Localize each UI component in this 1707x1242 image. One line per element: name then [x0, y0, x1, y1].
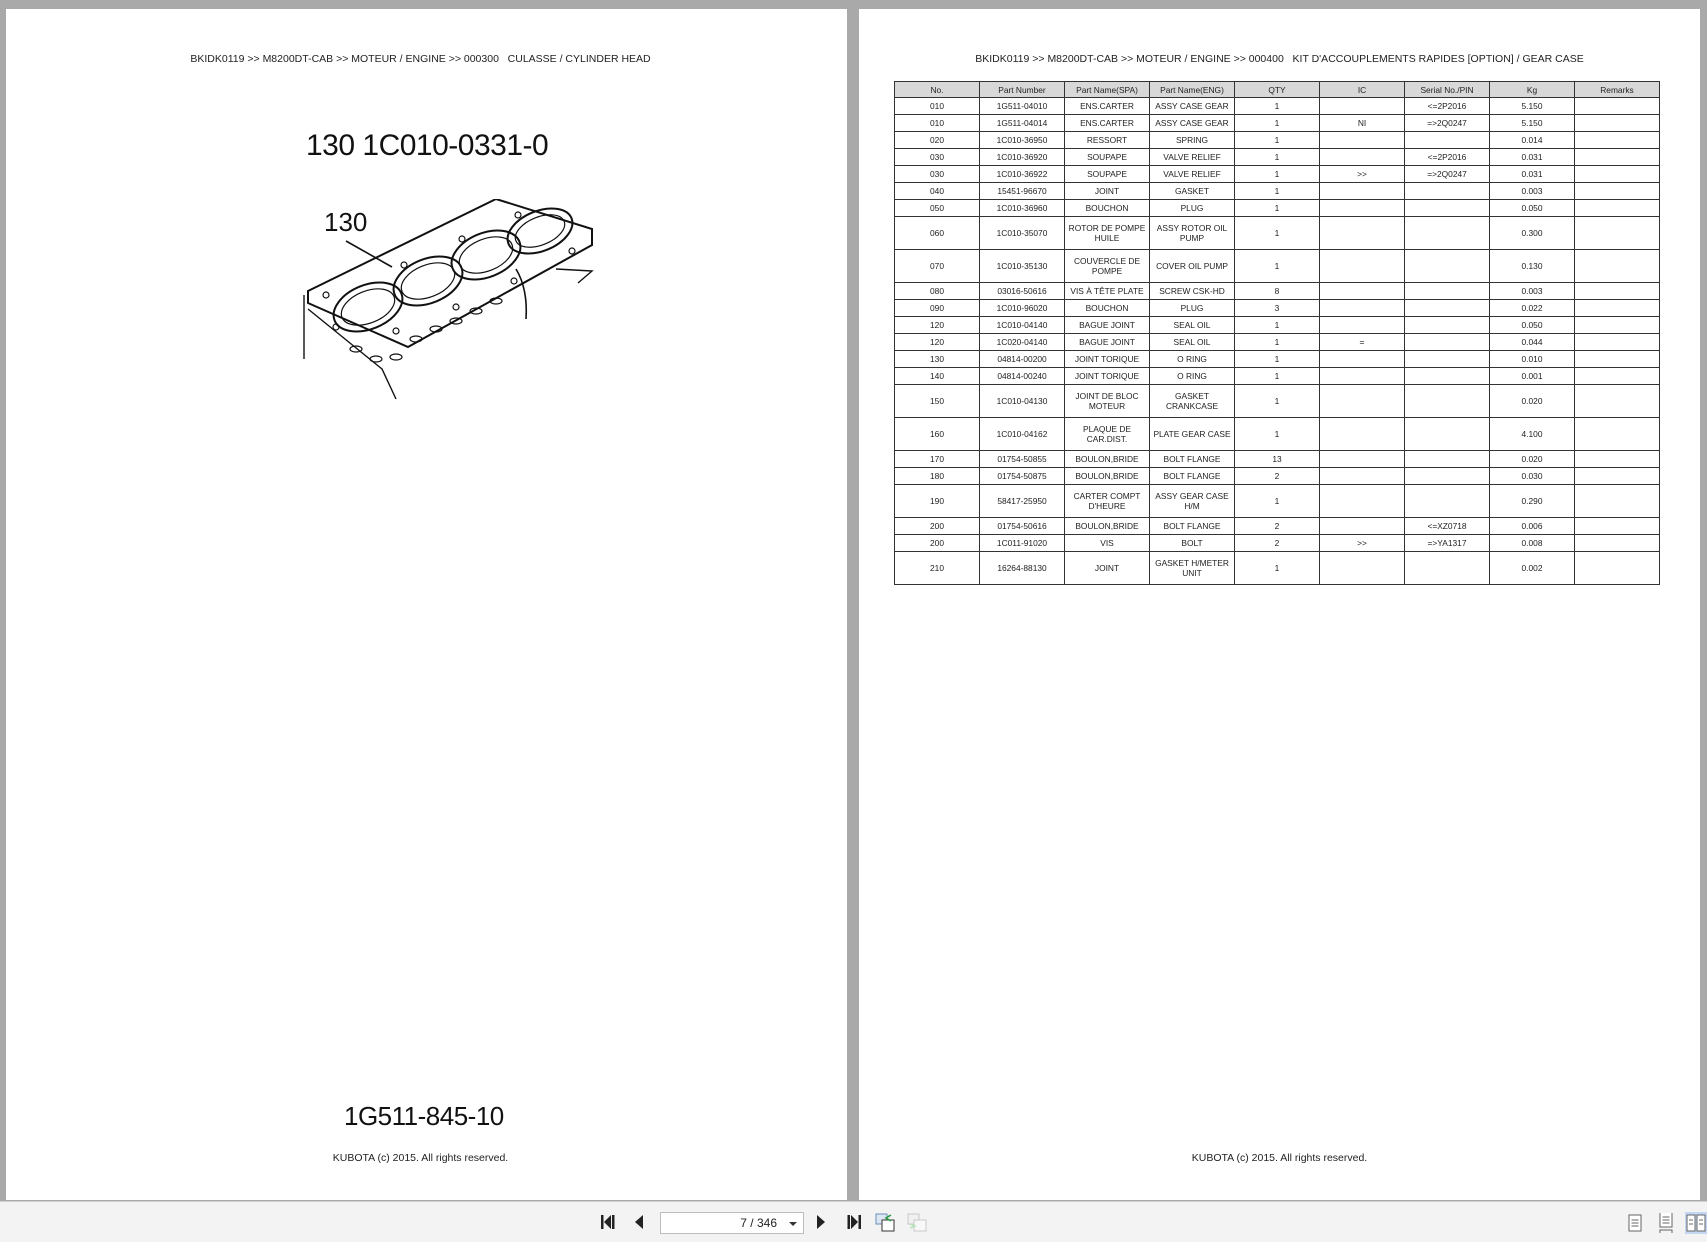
breadcrumb: BKIDK0119 >> M8200DT-CAB >> MOTEUR / ENGINE >> 000300 CULASSE / CYLINDER HEAD — [190, 53, 651, 65]
table-cell: 4.100 — [1490, 418, 1575, 451]
table-row — [895, 317, 1660, 334]
table-cell — [1575, 485, 1660, 518]
table-cell — [1405, 217, 1490, 250]
column-header: Serial No./PIN — [1405, 82, 1490, 98]
table-cell: =>2Q0247 — [1405, 166, 1490, 183]
table-cell: 060 — [895, 217, 980, 250]
table-cell: 1 — [1235, 368, 1320, 385]
table-cell: GASKET CRANKCASE — [1150, 385, 1235, 418]
table-row — [895, 200, 1660, 217]
table-cell: 04814-00200 — [980, 351, 1065, 368]
table-cell — [1405, 317, 1490, 334]
table-cell — [1405, 485, 1490, 518]
table-cell: 1 — [1235, 351, 1320, 368]
table-cell: 1C010-35070 — [980, 217, 1065, 250]
table-cell: 1 — [1235, 317, 1320, 334]
table-cell: BOLT — [1150, 535, 1235, 552]
table-cell: ENS.CARTER — [1065, 98, 1150, 115]
table-cell — [1320, 98, 1405, 115]
table-cell: 1 — [1235, 418, 1320, 451]
table-row — [895, 250, 1660, 283]
table-cell: 16264-88130 — [980, 552, 1065, 585]
table-row — [895, 98, 1660, 115]
table-row — [895, 518, 1660, 535]
previous-page-button[interactable] — [628, 1212, 650, 1232]
table-cell — [1405, 385, 1490, 418]
page-number-field[interactable] — [660, 1212, 804, 1234]
viewer-toolbar — [0, 1201, 1707, 1242]
table-cell: 0.020 — [1490, 385, 1575, 418]
table-cell: 1 — [1235, 334, 1320, 351]
table-cell — [1575, 132, 1660, 149]
table-row — [895, 451, 1660, 468]
table-cell — [1320, 183, 1405, 200]
page-indicator: 7 / 346 — [740, 1216, 777, 1230]
single-page-icon — [1628, 1214, 1642, 1232]
column-header: Part Number — [980, 82, 1065, 98]
table-cell: 1 — [1235, 217, 1320, 250]
previous-view-icon — [874, 1212, 896, 1232]
table-cell — [1575, 250, 1660, 283]
table-cell: 1C010-04162 — [980, 418, 1065, 451]
table-cell — [1405, 468, 1490, 485]
chevron-down-icon[interactable] — [789, 1222, 797, 1226]
table-cell: 020 — [895, 132, 980, 149]
table-cell: 200 — [895, 535, 980, 552]
table-cell: 1C010-36960 — [980, 200, 1065, 217]
column-header: Part Name(SPA) — [1065, 82, 1150, 98]
table-cell — [1575, 149, 1660, 166]
table-cell: = — [1320, 334, 1405, 351]
table-cell — [1405, 300, 1490, 317]
table-cell — [1575, 368, 1660, 385]
table-cell: 01754-50875 — [980, 468, 1065, 485]
breadcrumb: BKIDK0119 >> M8200DT-CAB >> MOTEUR / ENGINE >> 000400 KIT D'ACCOUPLEMENTS RAPIDES [OPTION] / GEAR CASE — [975, 53, 1584, 65]
table-row — [895, 132, 1660, 149]
column-header: Part Name(ENG) — [1150, 82, 1235, 98]
facing-pages-view-button[interactable] — [1685, 1212, 1707, 1234]
table-cell: COUVERCLE DE POMPE — [1065, 250, 1150, 283]
table-cell — [1405, 250, 1490, 283]
table-cell: ROTOR DE POMPE HUILE — [1065, 217, 1150, 250]
table-cell: 5.150 — [1490, 98, 1575, 115]
table-cell: VALVE RELIEF — [1150, 166, 1235, 183]
table-cell — [1320, 485, 1405, 518]
table-cell: SOUPAPE — [1065, 166, 1150, 183]
next-view-button[interactable] — [906, 1212, 928, 1232]
table-cell: 0.014 — [1490, 132, 1575, 149]
table-cell — [1575, 166, 1660, 183]
table-body — [895, 98, 1660, 585]
table-row — [895, 300, 1660, 317]
facing-pages-icon — [1686, 1214, 1706, 1232]
table-row — [895, 485, 1660, 518]
table-cell: COVER OIL PUMP — [1150, 250, 1235, 283]
table-cell — [1320, 300, 1405, 317]
previous-view-button[interactable] — [874, 1212, 896, 1232]
table-cell: GASKET H/METER UNIT — [1150, 552, 1235, 585]
column-header: No. — [895, 82, 980, 98]
table-cell: 1C010-35130 — [980, 250, 1065, 283]
last-page-icon — [844, 1214, 862, 1230]
table-cell: VALVE RELIEF — [1150, 149, 1235, 166]
table-cell: GASKET — [1150, 183, 1235, 200]
table-row — [895, 552, 1660, 585]
table-cell — [1320, 451, 1405, 468]
table-cell: 0.001 — [1490, 368, 1575, 385]
copyright-footer: KUBOTA (c) 2015. All rights reserved. — [1191, 1152, 1368, 1164]
table-cell — [1575, 351, 1660, 368]
next-page-icon — [815, 1214, 827, 1230]
table-row — [895, 535, 1660, 552]
table-cell — [1575, 468, 1660, 485]
table-cell: 080 — [895, 283, 980, 300]
table-cell — [1405, 334, 1490, 351]
table-cell: 03016-50616 — [980, 283, 1065, 300]
table-cell: 0.002 — [1490, 552, 1575, 585]
table-cell — [1575, 98, 1660, 115]
table-cell: 190 — [895, 485, 980, 518]
table-cell: 0.030 — [1490, 468, 1575, 485]
table-cell: 1 — [1235, 385, 1320, 418]
table-cell: VIS À TÊTE PLATE — [1065, 283, 1150, 300]
table-cell: JOINT TORIQUE — [1065, 368, 1150, 385]
table-cell — [1320, 132, 1405, 149]
copyright-footer: KUBOTA (c) 2015. All rights reserved. — [332, 1152, 509, 1164]
table-cell — [1320, 283, 1405, 300]
table-cell: BOUCHON — [1065, 300, 1150, 317]
table-cell: 1 — [1235, 149, 1320, 166]
table-cell: SPRING — [1150, 132, 1235, 149]
figure-title: 130 1C010-0331-0 — [306, 129, 549, 162]
table-cell: 0.130 — [1490, 250, 1575, 283]
table-cell — [1405, 183, 1490, 200]
parts-table — [894, 81, 1660, 585]
first-page-icon — [600, 1214, 618, 1230]
table-cell — [1405, 418, 1490, 451]
table-cell: 200 — [895, 518, 980, 535]
table-cell: BOULON,BRIDE — [1065, 518, 1150, 535]
table-cell: 1 — [1235, 132, 1320, 149]
table-cell: 0.010 — [1490, 351, 1575, 368]
table-cell — [1575, 300, 1660, 317]
table-cell: 1C010-04130 — [980, 385, 1065, 418]
table-cell: 1G511-04014 — [980, 115, 1065, 132]
cylinder-head-gasket-drawing — [296, 199, 616, 409]
table-cell: 1C020-04140 — [980, 334, 1065, 351]
table-cell: 120 — [895, 334, 980, 351]
table-cell: 090 — [895, 300, 980, 317]
table-cell: 2 — [1235, 468, 1320, 485]
table-cell: 030 — [895, 166, 980, 183]
table-cell: 8 — [1235, 283, 1320, 300]
table-cell: 1 — [1235, 250, 1320, 283]
column-header: Remarks — [1575, 82, 1660, 98]
table-cell: 1C010-36920 — [980, 149, 1065, 166]
table-cell: O RING — [1150, 368, 1235, 385]
table-cell — [1575, 518, 1660, 535]
table-cell: BOLT FLANGE — [1150, 518, 1235, 535]
table-cell — [1405, 351, 1490, 368]
table-cell — [1405, 451, 1490, 468]
table-row — [895, 468, 1660, 485]
table-cell: 010 — [895, 98, 980, 115]
table-cell: PLUG — [1150, 300, 1235, 317]
table-cell: 1C010-36950 — [980, 132, 1065, 149]
callout-label: 130 — [324, 207, 368, 237]
table-cell — [1575, 418, 1660, 451]
table-cell: 130 — [895, 351, 980, 368]
table-cell: RESSORT — [1065, 132, 1150, 149]
table-cell: 5.150 — [1490, 115, 1575, 132]
table-cell: 04814-00240 — [980, 368, 1065, 385]
table-cell: SCREW CSK-HD — [1150, 283, 1235, 300]
table-cell: 160 — [895, 418, 980, 451]
table-cell — [1575, 200, 1660, 217]
table-cell: SOUPAPE — [1065, 149, 1150, 166]
table-cell — [1575, 183, 1660, 200]
table-row — [895, 283, 1660, 300]
table-cell: 0.003 — [1490, 183, 1575, 200]
table-cell: =>YA1317 — [1405, 535, 1490, 552]
table-cell: <=2P2016 — [1405, 98, 1490, 115]
table-cell — [1320, 418, 1405, 451]
table-cell: 3 — [1235, 300, 1320, 317]
table-row — [895, 385, 1660, 418]
table-cell: >> — [1320, 535, 1405, 552]
table-cell: 0.003 — [1490, 283, 1575, 300]
table-cell — [1575, 317, 1660, 334]
table-row — [895, 418, 1660, 451]
table-cell — [1320, 250, 1405, 283]
table-cell: ASSY CASE GEAR — [1150, 115, 1235, 132]
table-cell: PLAQUE DE CAR.DIST. — [1065, 418, 1150, 451]
table-cell: 0.020 — [1490, 451, 1575, 468]
continuous-page-icon — [1659, 1213, 1673, 1233]
table-row — [895, 351, 1660, 368]
table-cell — [1405, 283, 1490, 300]
next-view-icon — [906, 1212, 928, 1232]
table-cell: BOULON,BRIDE — [1065, 468, 1150, 485]
table-cell: 0.290 — [1490, 485, 1575, 518]
table-cell: 0.008 — [1490, 535, 1575, 552]
table-cell: BOLT FLANGE — [1150, 451, 1235, 468]
table-cell — [1575, 283, 1660, 300]
table-row — [895, 115, 1660, 132]
table-cell: 0.050 — [1490, 317, 1575, 334]
table-cell: <=2P2016 — [1405, 149, 1490, 166]
table-cell: JOINT — [1065, 552, 1150, 585]
last-page-button[interactable] — [842, 1212, 864, 1232]
table-cell: 010 — [895, 115, 980, 132]
table-cell: 040 — [895, 183, 980, 200]
table-cell: 0.031 — [1490, 149, 1575, 166]
table-cell — [1405, 368, 1490, 385]
table-cell: 0.006 — [1490, 518, 1575, 535]
table-cell: <=XZ0718 — [1405, 518, 1490, 535]
table-cell: 15451-96670 — [980, 183, 1065, 200]
table-row — [895, 166, 1660, 183]
table-cell: PLUG — [1150, 200, 1235, 217]
table-cell — [1320, 217, 1405, 250]
table-cell: 1C010-96020 — [980, 300, 1065, 317]
previous-page-icon — [633, 1214, 645, 1230]
right-page — [859, 9, 1700, 1200]
table-cell: BOUCHON — [1065, 200, 1150, 217]
table-cell — [1320, 317, 1405, 334]
table-cell — [1575, 552, 1660, 585]
column-header: Kg — [1490, 82, 1575, 98]
table-cell: 140 — [895, 368, 980, 385]
table-cell: JOINT DE BLOC MOTEUR — [1065, 385, 1150, 418]
next-page-button[interactable] — [810, 1212, 832, 1232]
table-cell: JOINT TORIQUE — [1065, 351, 1150, 368]
table-cell — [1320, 552, 1405, 585]
table-cell: 120 — [895, 317, 980, 334]
table-cell: BOLT FLANGE — [1150, 468, 1235, 485]
table-cell: =>2Q0247 — [1405, 115, 1490, 132]
table-cell — [1320, 351, 1405, 368]
table-cell: NI — [1320, 115, 1405, 132]
figure-reference-number: 1G511-845-10 — [344, 1101, 504, 1131]
table-cell: 1 — [1235, 200, 1320, 217]
table-cell: 180 — [895, 468, 980, 485]
first-page-button[interactable] — [598, 1212, 620, 1232]
table-cell — [1320, 368, 1405, 385]
table-cell: 0.050 — [1490, 200, 1575, 217]
table-cell — [1320, 468, 1405, 485]
table-header-row — [895, 82, 1660, 98]
table-cell — [1405, 200, 1490, 217]
table-cell: PLATE GEAR CASE — [1150, 418, 1235, 451]
table-cell — [1320, 200, 1405, 217]
table-cell — [1405, 132, 1490, 149]
table-cell — [1575, 535, 1660, 552]
table-cell: BAGUE JOINT — [1065, 317, 1150, 334]
table-cell: 1G511-04010 — [980, 98, 1065, 115]
table-cell — [1575, 217, 1660, 250]
table-cell: 0.031 — [1490, 166, 1575, 183]
table-cell: >> — [1320, 166, 1405, 183]
table-cell: 01754-50855 — [980, 451, 1065, 468]
table-cell: 050 — [895, 200, 980, 217]
table-cell: BAGUE JOINT — [1065, 334, 1150, 351]
table-cell — [1575, 451, 1660, 468]
table-cell: 030 — [895, 149, 980, 166]
table-cell — [1575, 385, 1660, 418]
table-cell — [1575, 115, 1660, 132]
table-cell: ASSY ROTOR OIL PUMP — [1150, 217, 1235, 250]
column-header: QTY — [1235, 82, 1320, 98]
table-cell: JOINT — [1065, 183, 1150, 200]
left-page — [6, 9, 847, 1200]
table-cell: 0.044 — [1490, 334, 1575, 351]
table-cell: 170 — [895, 451, 980, 468]
table-cell: VIS — [1065, 535, 1150, 552]
table-cell: 1 — [1235, 552, 1320, 585]
table-cell: ASSY CASE GEAR — [1150, 98, 1235, 115]
table-row — [895, 334, 1660, 351]
table-cell: ASSY GEAR CASE H/M — [1150, 485, 1235, 518]
table-cell — [1405, 552, 1490, 585]
table-cell: 1C010-36922 — [980, 166, 1065, 183]
single-page-view-button[interactable] — [1624, 1212, 1646, 1234]
table-cell — [1575, 334, 1660, 351]
table-cell: 2 — [1235, 535, 1320, 552]
continuous-view-button[interactable] — [1655, 1212, 1677, 1234]
table-cell: 1C011-91020 — [980, 535, 1065, 552]
table-cell: SEAL OIL — [1150, 317, 1235, 334]
table-cell: 01754-50616 — [980, 518, 1065, 535]
table-cell: SEAL OIL — [1150, 334, 1235, 351]
table-cell: 1 — [1235, 166, 1320, 183]
table-cell: 0.300 — [1490, 217, 1575, 250]
table-cell: 070 — [895, 250, 980, 283]
table-cell: 1 — [1235, 115, 1320, 132]
table-cell: CARTER COMPT D'HEURE — [1065, 485, 1150, 518]
table-cell: 1 — [1235, 98, 1320, 115]
table-cell: 1C010-04140 — [980, 317, 1065, 334]
table-cell — [1320, 149, 1405, 166]
table-cell: 2 — [1235, 518, 1320, 535]
table-cell: 58417-25950 — [980, 485, 1065, 518]
table-cell: 1 — [1235, 183, 1320, 200]
column-header: IC — [1320, 82, 1405, 98]
table-cell — [1320, 385, 1405, 418]
table-cell: 0.022 — [1490, 300, 1575, 317]
table-row — [895, 183, 1660, 200]
table-cell: 13 — [1235, 451, 1320, 468]
table-cell: 210 — [895, 552, 980, 585]
table-cell: O RING — [1150, 351, 1235, 368]
table-cell: BOULON,BRIDE — [1065, 451, 1150, 468]
table-cell: 150 — [895, 385, 980, 418]
table-row — [895, 217, 1660, 250]
table-cell: ENS.CARTER — [1065, 115, 1150, 132]
table-row — [895, 368, 1660, 385]
table-row — [895, 149, 1660, 166]
table-cell — [1320, 518, 1405, 535]
table-cell: 1 — [1235, 485, 1320, 518]
